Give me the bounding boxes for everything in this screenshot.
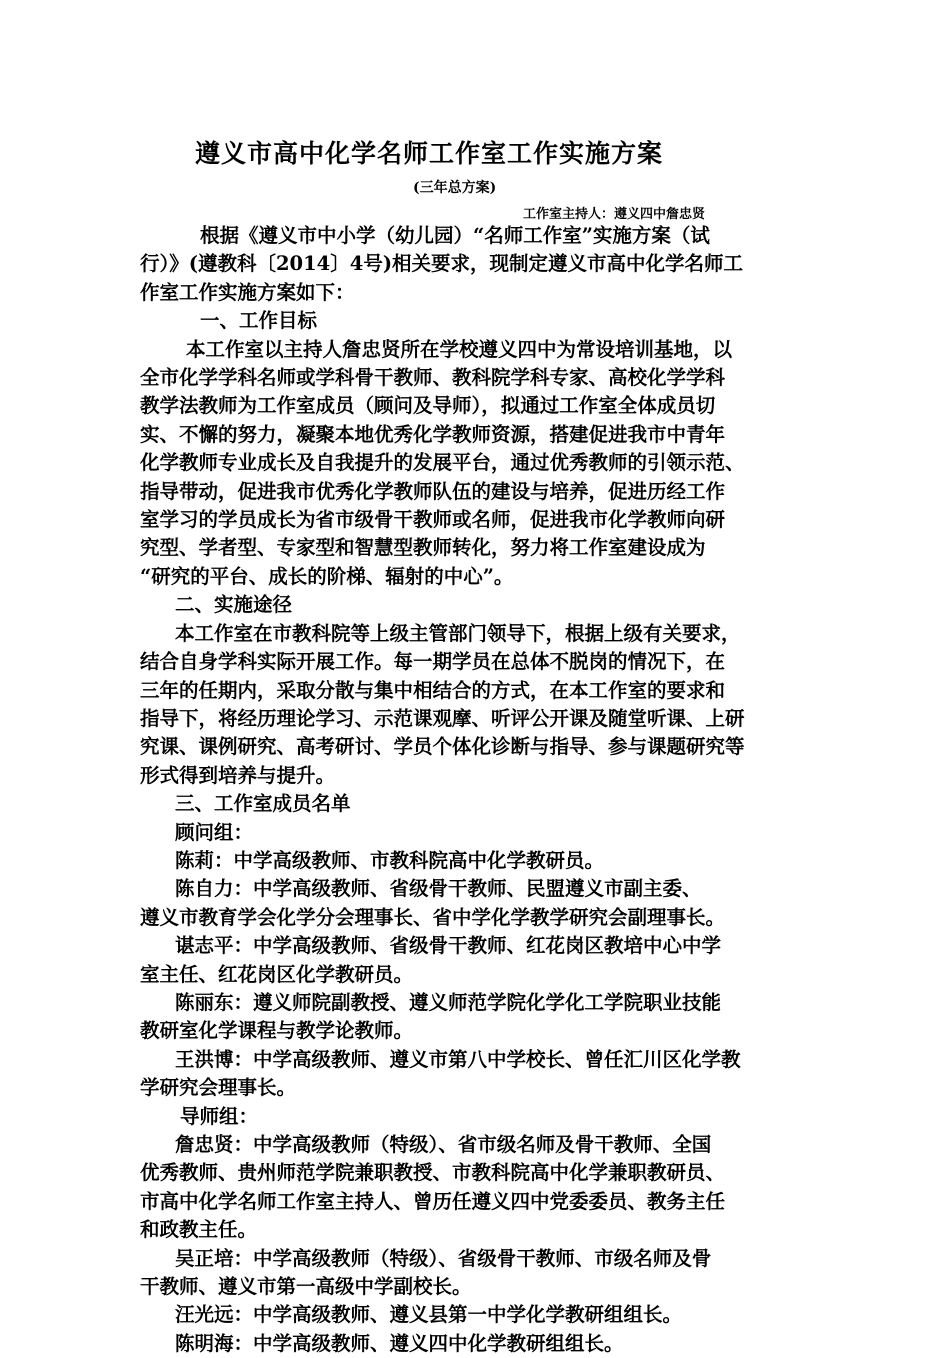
body-line: 学研究会理事长。 (140, 1076, 297, 1100)
body-line: 全市化学学科名师或学科骨干教师、教科院学科专家、高校化学学科 (140, 366, 726, 390)
body-line: 究型、学者型、专家型和智慧型教师转化，努力将工作室建设成为 (140, 536, 706, 560)
body-line: 干教师、遵义市第一高级中学副校长。 (140, 1275, 472, 1299)
body-line: 一、工作目标 (200, 309, 318, 333)
body-line: 实、不懈的努力，凝聚本地优秀化学教师资源，搭建促进我市中青年 (140, 422, 726, 446)
body-line: 究课、课例研究、高考研讨、学员个体化诊断与指导、参与课题研究等 (140, 735, 745, 759)
body-line: 陈莉：中学高级教师、市教科院高中化学教研员。 (175, 848, 605, 872)
body-line: 遵义市教育学会化学分会理事长、省中学化学教学研究会副理事长。 (140, 905, 726, 929)
body-line: 市高中化学名师工作室主持人、曾历任遵义四中党委委员、教务主任 (140, 1189, 726, 1213)
body-line: 化学教师专业成长及自我提升的发展平台，通过优秀教师的引领示范、 (140, 451, 745, 475)
document-subtitle: (三年总方案) (413, 180, 497, 196)
document-title: 遵义市高中化学名师工作室工作实施方案 (195, 139, 664, 168)
body-line: 本工作室在市教科院等上级主管部门领导下，根据上级有关要求， (175, 621, 741, 645)
body-line: 室学习的学员成长为省市级骨干教师或名师，促进我市化学教师向研 (140, 508, 726, 532)
body-line: 詹忠贤：中学高级教师（特级）、省市级名师及骨干教师、全国 (175, 1133, 712, 1156)
body-line: 行）》(遵教科〔2014〕4号)相关要求，现制定遵义市高中化学名师工 (140, 252, 744, 276)
body-line: 指导带动，促进我市优秀化学教师队伍的建设与培养，促进历经工作 (140, 479, 726, 503)
body-line: 汪光远：中学高级教师、遵义县第一中学化学教研组组长。 (175, 1303, 683, 1327)
body-line: 优秀教师、贵州师范学院兼职教授、市教科院高中化学兼职教研员、 (140, 1161, 726, 1185)
body-line: 二、实施途径 (175, 593, 293, 617)
body-line: 陈丽东：遵义师院副教授、遵义师范学院化学化工学院职业技能 (175, 990, 722, 1014)
body-line: 指导下，将经历理论学习、示范课观摩、听评公开课及随堂听课、上研 (140, 706, 745, 730)
body-line: 教学法教师为工作室成员（顾问及导师），拟通过工作室全体成员切 (140, 394, 716, 418)
body-line: 三、工作室成员名单 (175, 792, 351, 816)
body-line: 结合自身学科实际开展工作。每一期学员在总体不脱岗的情况下，在 (140, 650, 726, 674)
body-line: 陈自力：中学高级教师、省级骨干教师、民盟遵义市副主委、 (175, 877, 702, 901)
body-line: 室主任、红花岗区化学教研员。 (140, 962, 414, 986)
document-body (140, 222, 820, 1358)
body-line: 谌志平：中学高级教师、省级骨干教师、红花岗区教培中心中学 (175, 934, 722, 958)
body-line: 导师组： (180, 1104, 259, 1128)
body-line: 作室工作实施方案如下： (140, 280, 355, 304)
body-line: 三年的任期内，采取分散与集中相结合的方式，在本工作室的要求和 (140, 678, 726, 702)
body-line: “研究的平台、成长的阶梯、辐射的中心”。 (140, 564, 514, 588)
document-host: 工作室主持人：遵义四中詹忠贤 (523, 207, 706, 222)
body-line: 根据《遵义市中小学（幼儿园）“名师工作室”实施方案（试 (200, 224, 710, 247)
body-line: 教研室化学课程与教学论教师。 (140, 1019, 414, 1043)
body-line: 和政教主任。 (140, 1218, 258, 1242)
body-line: 陈明海：中学高级教师、遵义四中化学教研组组长。 (175, 1331, 624, 1355)
body-line: 王洪博：中学高级教师、遵义市第八中学校长、曾任汇川区化学教 (175, 1047, 741, 1071)
body-line: 吴正培：中学高级教师（特级）、省级骨干教师、市级名师及骨 (175, 1246, 712, 1270)
body-line: 本工作室以主持人詹忠贤所在学校遵义四中为常设培训基地，以 (186, 337, 733, 361)
body-line: 形式得到培养与提升。 (140, 763, 336, 787)
body-line: 顾问组： (175, 820, 254, 844)
